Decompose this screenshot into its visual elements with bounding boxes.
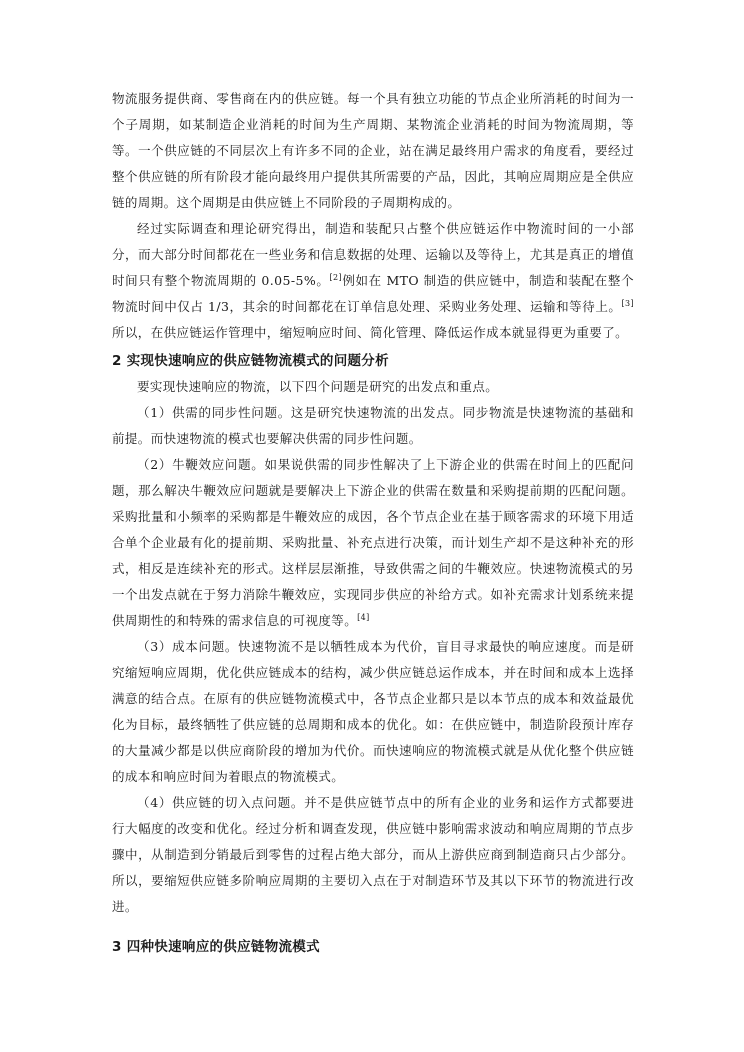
section-heading-3: 3 四种快速响应的供应链物流模式 [112,939,320,955]
paragraph-survey [112,216,634,346]
paragraph-intro: 物流服务提供商、零售商在内的供应链。每一个具有独立功能的节点企业所消耗的时间为一个子周期，如某制造企业消耗的时间为生产周期、某物流企业消耗的时间为物流周期，等等。一个供应链的不同层次上有许多不同的企业，站在满足最终用户需求的角度看，要经过整个供应链的所有阶段才能向最终用户提供其所需要的产品，因此，其响应周期应是全供应链的周期。这个周期是由供应链上不同阶段的子周期构成的。 [112,91,634,210]
issue-item-4: （4）供应链的切入点问题。并不是供应链节点中的所有企业的业务和运作方式都要进行大幅度的改变和优化。经过分析和调查发现，供应链中影响需求波动和响应周期的节点步骤中，从制造到分销最后到零售的过程占绝大部分，而从上游供应商到制造商只占少部分。所以，要缩短供应链多阶响应周期的主要切入点在于对制造环节及其以下环节的物流进行改进。 [112,795,634,914]
issue-item-3: （3）成本问题。快速物流不是以牺牲成本为代价，盲目寻求最快的响应速度。而是研究缩短响应周期，优化供应链成本的结构，减少供应链总运作成本，并在时间和成本上选择满意的结合点。在原有的供应链物流模式中，各节点企业都只是以本节点的成本和效益最优化为目标，最终牺牲了供应链的总周期和成本的优化。如：在供应链中，制造阶段预计库存的大量减少都是以供应商阶段的增加为代价。而快速响应的物流模式就是从优化整个供应链的成本和响应时间为着眼点的物流模式。 [112,639,634,784]
body-text [112,86,634,960]
section-heading-2: 2 实现快速响应的供应链物流模式的问题分析 [112,353,389,369]
issue-item-2 [112,452,634,634]
paragraph-lead: 要实现快速响应的物流，以下四个问题是研究的出发点和重点。 [137,379,499,394]
citation-4: [4] [357,612,370,622]
issue-item-1: （1）供需的同步性问题。这是研究快速物流的出发点。同步物流是快速物流的基础和前提。而快速物流的模式也要解决供需的同步性问题。 [112,405,634,446]
issue-item-2-text: （2）牛鞭效应问题。如果说供需的同步性解决了上下游企业的供需在时间上的匹配问题，那么解决牛鞭效应问题就是要解决上下游企业的供需在数量和采购提前期的匹配问题。采购批量和小频率的采购都是牛鞭效应的成因，各个节点企业在基于顾客需求的环境下用适合单个企业最有化的提前期、采购批量、补充点进行决策，而计划生产却不是这种补充的形式，相反是连续补充的形式。这样层层渐推，导致供需之间的牛鞭效应。快速物流模式的另一个出发点就在于努力消除牛鞭效应，实现同步供应的补给方式。如补充需求计划系统来提供周期性的和特殊的需求信息的可视度等。 [112,457,634,628]
survey-text-2: 例如在 MTO 制造的供应链中，制造和装配在整个物流时间中仅占 1/3，其余的时间都花在订单信息处理、采购业务处理、运输和等待上。 [112,273,634,314]
citation-3: [3] [621,298,634,308]
survey-text-1: 经过实际调查和理论研究得出，制造和装配只占整个供应链运作中物流时间的一小部分，而大部分时间都花在一些业务和信息数据的处理、运输以及等待上，尤其是真正的增值时间只有整个物流周期的 0.05-5%。 [112,221,634,288]
survey-text-3: 所以，在供应链运作管理中，缩短响应时间、简化管理、降低运作成本就显得更为重要了。 [112,325,629,340]
citation-2: [2] [329,272,343,282]
